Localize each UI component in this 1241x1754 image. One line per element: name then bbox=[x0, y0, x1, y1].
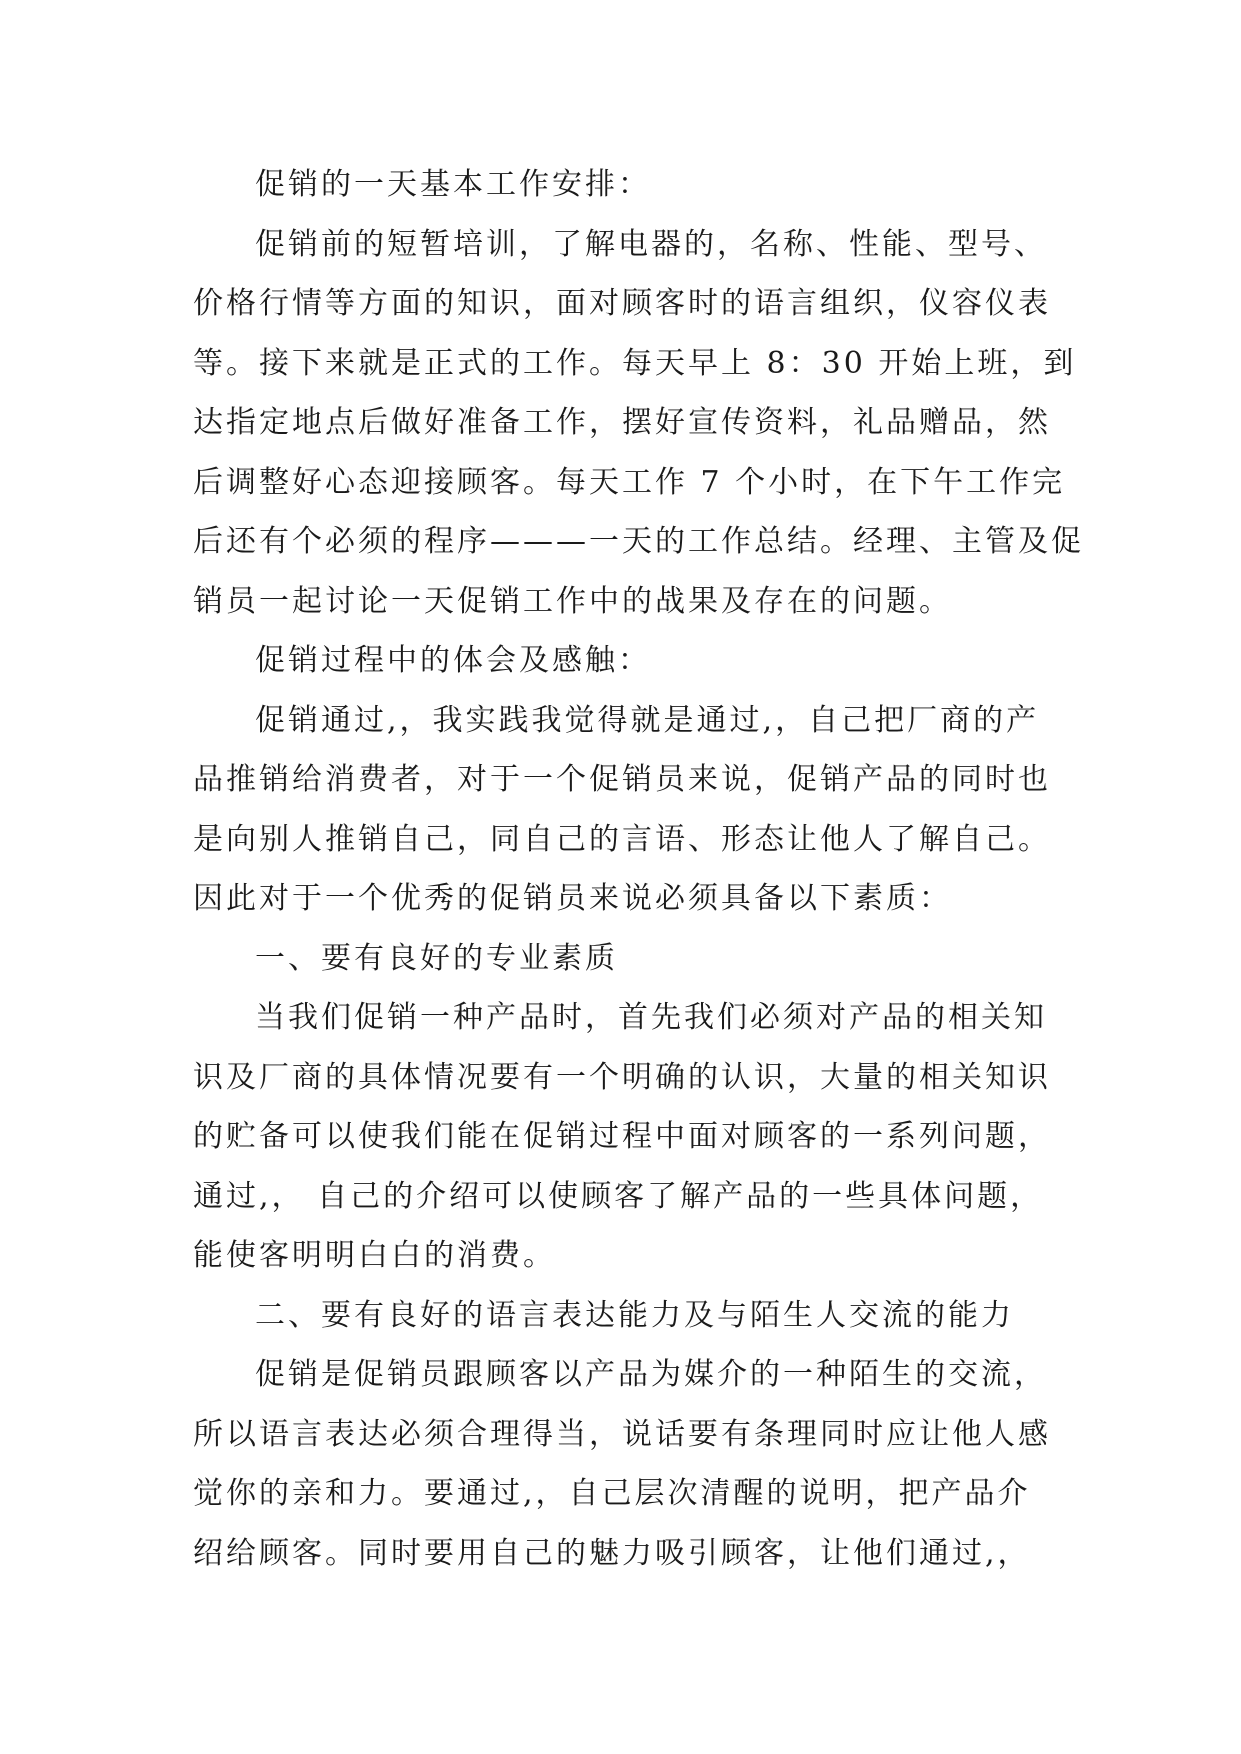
paragraph-line: 促销的一天基本工作安排： bbox=[255, 167, 651, 202]
paragraph-line: 的贮备可以使我们能在促销过程中面对顾客的一系列问题， bbox=[193, 1119, 1051, 1154]
paragraph-line: 所以语言表达必须合理得当，说话要有条理同时应让他人感 bbox=[193, 1416, 1051, 1452]
paragraph-line: 促销是促销员跟顾客以产品为媒介的一种陌生的交流， bbox=[255, 1357, 1047, 1392]
paragraph-line: 能使客明明白白的消费。 bbox=[193, 1238, 556, 1273]
paragraph-line: 是向别人推销自己，同自己的言语、形态让他人了解自己。 bbox=[193, 821, 1051, 857]
paragraph-line: 通过,， 自己的介绍可以使顾客了解产品的一些具体问题， bbox=[193, 1178, 1044, 1214]
paragraph-line: 等。接下来就是正式的工作。每天早上 8：30 开始上班，到 bbox=[193, 345, 1077, 381]
paragraph-line: 品推销给消费者，对于一个促销员来说，促销产品的同时也 bbox=[193, 762, 1051, 797]
paragraph-line: 促销前的短暂培训，了解电器的，名称、性能、型号、 bbox=[255, 226, 1047, 262]
paragraph-line: 后调整好心态迎接顾客。每天工作 7 个小时，在下午工作完 bbox=[193, 464, 1066, 500]
paragraph-line: 当我们促销一种产品时，首先我们必须对产品的相关知 bbox=[255, 1000, 1047, 1035]
document-body bbox=[193, 155, 1084, 1583]
section-heading: 二、要有良好的语言表达能力及与陌生人交流的能力 bbox=[255, 1297, 1014, 1333]
paragraph-line: 促销过程中的体会及感触： bbox=[255, 643, 651, 678]
paragraph-line: 销员一起讨论一天促销工作中的战果及存在的问题。 bbox=[193, 583, 952, 619]
paragraph-line: 觉你的亲和力。要通过,，自己层次清醒的说明，把产品介 bbox=[193, 1476, 1031, 1511]
paragraph-line: 达指定地点后做好准备工作，摆好宣传资料，礼品赠品，然 bbox=[193, 405, 1051, 440]
paragraph-line: 价格行情等方面的知识，面对顾客时的语言组织，仪容仪表 bbox=[193, 286, 1051, 321]
paragraph-line: 绍给顾客。同时要用自己的魅力吸引顾客，让他们通过,， bbox=[193, 1535, 1031, 1571]
section-heading: 一、要有良好的专业素质 bbox=[255, 940, 618, 976]
paragraph-line: 后还有个必须的程序———一天的工作总结。经理、主管及促 bbox=[193, 524, 1084, 559]
paragraph-line: 识及厂商的具体情况要有一个明确的认识，大量的相关知识 bbox=[193, 1059, 1051, 1095]
paragraph-line: 促销通过,，我实践我觉得就是通过,，自己把厂商的产 bbox=[255, 702, 1040, 738]
paragraph-line: 因此对于一个优秀的促销员来说必须具备以下素质： bbox=[193, 881, 952, 916]
